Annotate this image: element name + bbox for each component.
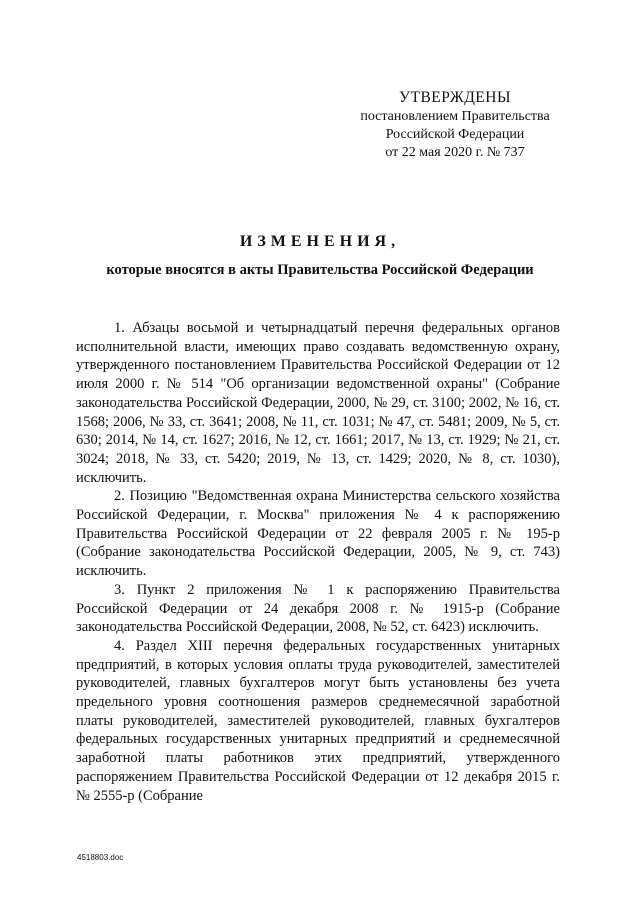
approval-line-3: от 22 мая 2020 г. № 737 [385,145,525,160]
paragraph-3: 3. Пункт 2 приложения № 1 к распоряжению Правительства Российской Федерации от 24 декабря 2008 г. № 1915-р (Собрание законодательства Российской Федерации, 2008, № 52, ст. 6423) исключить. [76,581,560,636]
document-subtitle: которые вносятся в акты Правительства Российской Федерации [106,262,534,278]
document-title: ИЗМЕНЕНИЯ, [239,233,401,250]
paragraph-1: 1. Абзацы восьмой и четырнадцатый перечня федеральных органов исполнительной власти, имеющих право создавать ведомственную охрану, утвержденного постановлением Правительства Российской Федерации от 12 июля 2000 г. № 514 "Об организации ведомственной охраны" (Собрание законодательства Российской Федерации, 2000, № 29, ст. 3100; 2002, № 16, ст. 1568; 2006, № 33, ст. 3641; 2008, № 11, ст. 1031; № 47, ст. 5481; 2009, № 5, ст. 630; 2014, № 14, ст. 1627; 2016, № 12, ст. 1661; 2017, № 13, ст. 1929; № 21, ст. 3024; 2018, № 33, ст. 5420; 2019, № 13, ст. 1429; 2020, № 8, ст. 1030), исключить. [76,320,560,486]
approval-word: УТВЕРЖДЕНЫ [399,89,511,106]
approval-stamp [330,88,580,162]
approval-line-2: Российской Федерации [385,127,525,142]
paragraph-4: 4. Раздел XIII перечня федеральных государственных унитарных предприятий, в которых условия оплаты труда руководителей, заместителей руководителей, главных бухгалтеров могут быть установлены без учета предельного уровня соотношения размеров среднемесячной заработной платы руководителей, заместителей руководителей, главных бухгалтеров федеральных государственных унитарных предприятий и среднемесячной заработной платы работников этих предприятий, утвержденного распоряжением Правительства Российской Федерации от 12 декабря 2015 г. № 2555-р (Собрание [76,637,560,804]
paragraph-2: 2. Позицию "Ведомственная охрана Министерства сельского хозяйства Российской Федерации, г. Москва" приложения № 4 к распоряжению Правительства Российской Федерации от 22 февраля 2005 г. № 195-р (Собрание законодательства Российской Федерации, 2005, № 9, ст. 743) исключить. [76,488,560,580]
document-body [76,319,560,805]
file-name-footer: 4518803.doc [77,853,124,862]
approval-line-1: постановлением Правительства [360,109,550,124]
